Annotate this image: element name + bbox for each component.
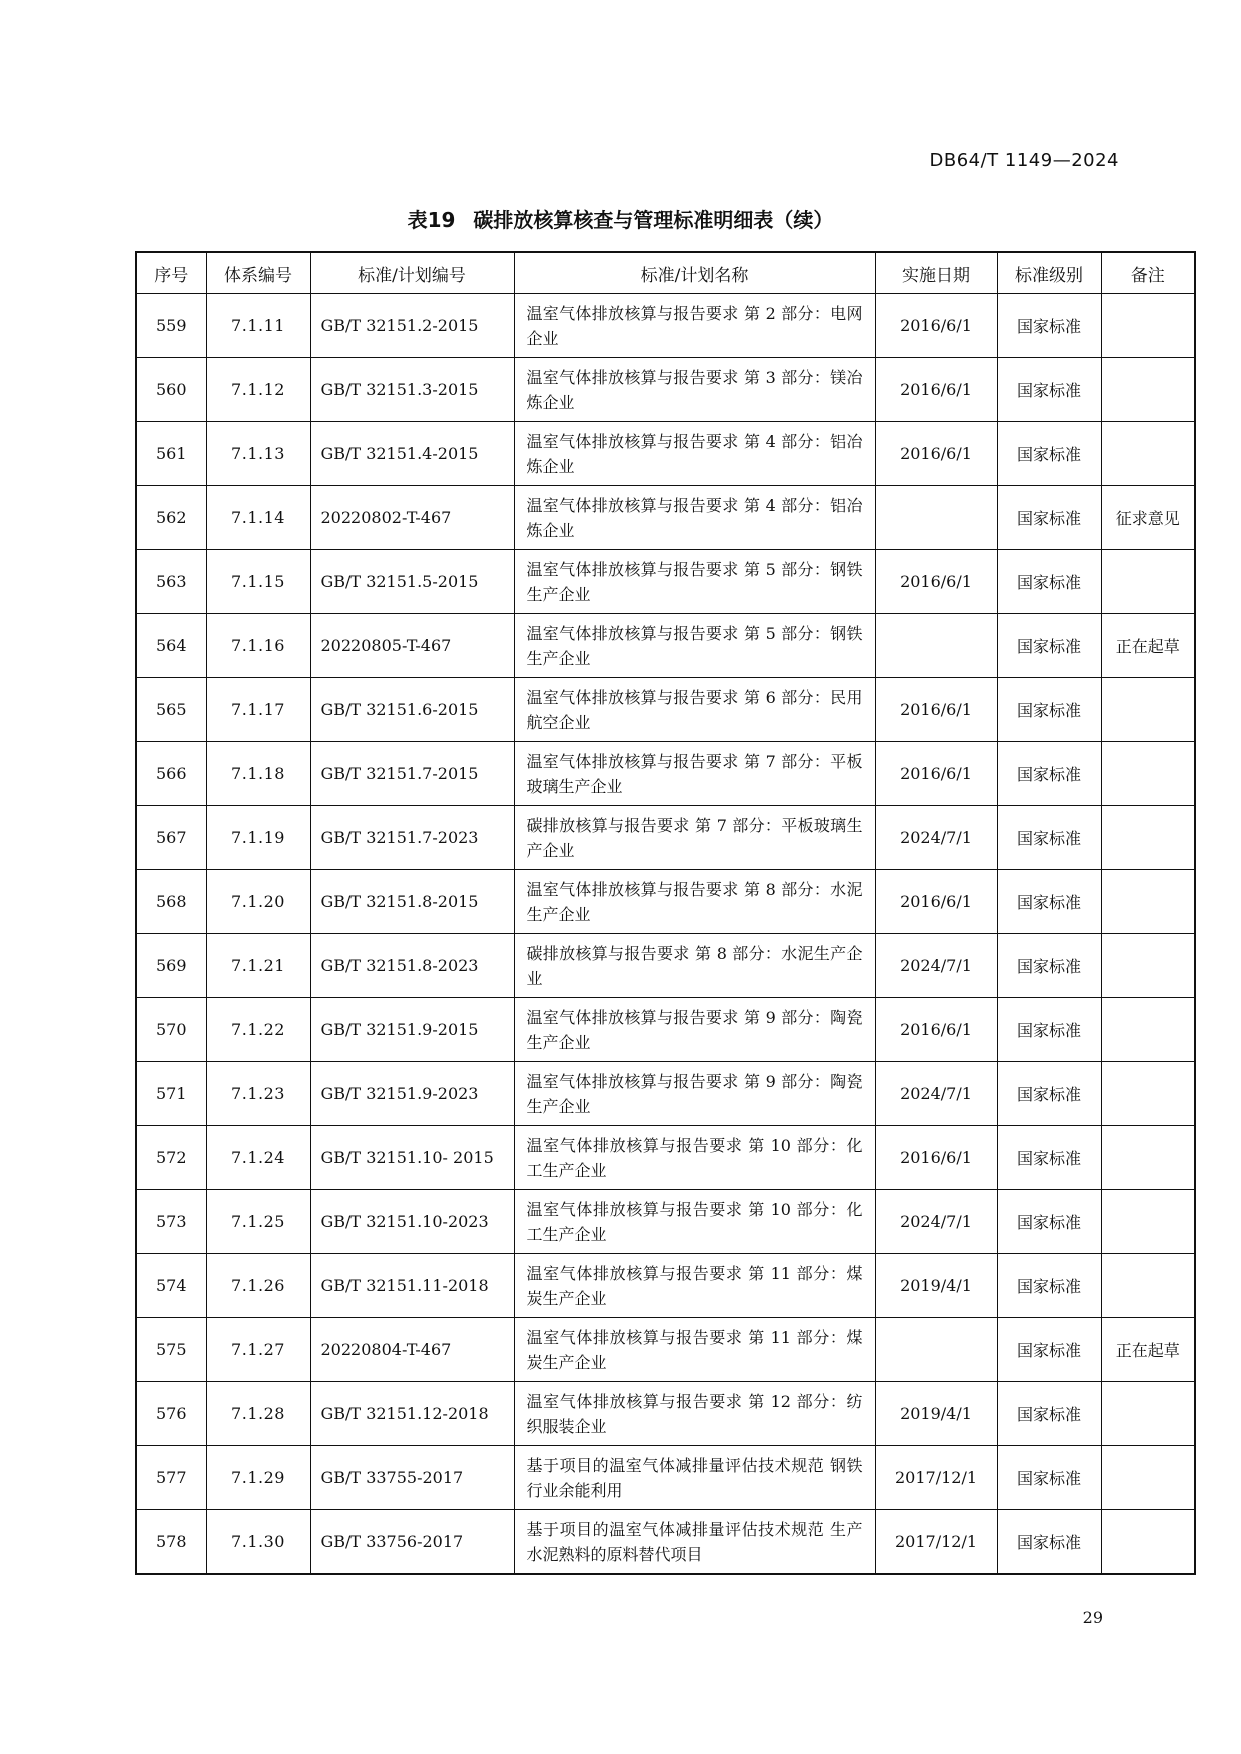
cell-system-no: 7.1.27 [206,1318,310,1382]
cell-standard-name: 温室气体排放核算与报告要求 第 12 部分：纺织服装企业 [514,1382,875,1446]
cell-standard-code: GB/T 32151.4-2015 [310,422,514,486]
cell-level: 国家标准 [997,678,1101,742]
cell-seq: 568 [136,870,206,934]
cell-seq: 574 [136,1254,206,1318]
cell-remark [1101,870,1195,934]
table-row [136,614,1195,678]
cell-remark [1101,1126,1195,1190]
table-row [136,1062,1195,1126]
cell-standard-name: 温室气体排放核算与报告要求 第 10 部分：化工生产企业 [514,1190,875,1254]
table-row [136,1254,1195,1318]
document-code: DB64/T 1149—2024 [929,150,1119,171]
cell-standard-name: 温室气体排放核算与报告要求 第 8 部分：水泥生产企业 [514,870,875,934]
cell-effective-date: 2016/6/1 [875,550,997,614]
cell-remark [1101,550,1195,614]
cell-system-no: 7.1.15 [206,550,310,614]
cell-seq: 578 [136,1510,206,1575]
cell-seq: 567 [136,806,206,870]
column-header-standard-name: 标准/计划名称 [514,252,875,294]
cell-system-no: 7.1.30 [206,1510,310,1575]
cell-remark [1101,806,1195,870]
cell-effective-date: 2024/7/1 [875,1062,997,1126]
cell-standard-code: 20220804-T-467 [310,1318,514,1382]
cell-system-no: 7.1.13 [206,422,310,486]
cell-effective-date: 2016/6/1 [875,358,997,422]
cell-effective-date: 2016/6/1 [875,1126,997,1190]
table-body [136,294,1195,1575]
table-row [136,806,1195,870]
cell-seq: 570 [136,998,206,1062]
cell-system-no: 7.1.18 [206,742,310,806]
cell-remark [1101,998,1195,1062]
cell-standard-code: GB/T 32151.8-2015 [310,870,514,934]
cell-seq: 571 [136,1062,206,1126]
cell-system-no: 7.1.14 [206,486,310,550]
table-row [136,550,1195,614]
cell-effective-date: 2016/6/1 [875,870,997,934]
cell-level: 国家标准 [997,1062,1101,1126]
cell-seq: 564 [136,614,206,678]
cell-seq: 573 [136,1190,206,1254]
cell-remark [1101,358,1195,422]
cell-seq: 572 [136,1126,206,1190]
cell-standard-code: GB/T 32151.10-2023 [310,1190,514,1254]
cell-effective-date: 2024/7/1 [875,806,997,870]
table-title [0,204,1241,233]
table-caption: 碳排放核算核查与管理标准明细表（续） [473,208,834,232]
cell-seq: 560 [136,358,206,422]
cell-standard-name: 碳排放核算与报告要求 第 7 部分：平板玻璃生产企业 [514,806,875,870]
column-header-system-no: 体系编号 [206,252,310,294]
cell-effective-date: 2024/7/1 [875,934,997,998]
cell-level: 国家标准 [997,806,1101,870]
cell-remark [1101,294,1195,358]
cell-seq: 569 [136,934,206,998]
table-row [136,486,1195,550]
standards-table [135,251,1196,1575]
cell-standard-code: GB/T 32151.3-2015 [310,358,514,422]
cell-standard-code: GB/T 32151.9-2023 [310,1062,514,1126]
table-row [136,1126,1195,1190]
cell-standard-code: GB/T 32151.11-2018 [310,1254,514,1318]
cell-effective-date: 2017/12/1 [875,1510,997,1575]
cell-system-no: 7.1.20 [206,870,310,934]
cell-standard-name: 温室气体排放核算与报告要求 第 4 部分：铝冶炼企业 [514,422,875,486]
cell-system-no: 7.1.23 [206,1062,310,1126]
cell-level: 国家标准 [997,422,1101,486]
cell-seq: 563 [136,550,206,614]
table-number: 表19 [407,208,456,232]
cell-level: 国家标准 [997,1446,1101,1510]
cell-level: 国家标准 [997,742,1101,806]
cell-effective-date: 2019/4/1 [875,1382,997,1446]
cell-system-no: 7.1.11 [206,294,310,358]
cell-standard-code: GB/T 32151.9-2015 [310,998,514,1062]
cell-effective-date [875,614,997,678]
cell-remark: 正在起草 [1101,614,1195,678]
cell-system-no: 7.1.17 [206,678,310,742]
cell-system-no: 7.1.28 [206,1382,310,1446]
table-row [136,294,1195,358]
cell-level: 国家标准 [997,294,1101,358]
cell-level: 国家标准 [997,614,1101,678]
cell-standard-code: GB/T 32151.2-2015 [310,294,514,358]
cell-seq: 561 [136,422,206,486]
cell-standard-code: GB/T 32151.5-2015 [310,550,514,614]
cell-level: 国家标准 [997,1254,1101,1318]
cell-standard-name: 温室气体排放核算与报告要求 第 3 部分：镁冶炼企业 [514,358,875,422]
cell-standard-name: 温室气体排放核算与报告要求 第 4 部分：铝冶炼企业 [514,486,875,550]
column-header-level: 标准级别 [997,252,1101,294]
cell-effective-date: 2016/6/1 [875,294,997,358]
cell-system-no: 7.1.21 [206,934,310,998]
cell-seq: 577 [136,1446,206,1510]
column-header-seq: 序号 [136,252,206,294]
column-header-effective-date: 实施日期 [875,252,997,294]
cell-system-no: 7.1.16 [206,614,310,678]
cell-remark [1101,678,1195,742]
cell-system-no: 7.1.19 [206,806,310,870]
cell-effective-date: 2016/6/1 [875,742,997,806]
column-header-standard-code: 标准/计划编号 [310,252,514,294]
cell-system-no: 7.1.12 [206,358,310,422]
cell-remark [1101,1254,1195,1318]
table-row [136,358,1195,422]
cell-level: 国家标准 [997,870,1101,934]
cell-standard-name: 基于项目的温室气体减排量评估技术规范 生产水泥熟料的原料替代项目 [514,1510,875,1575]
cell-seq: 559 [136,294,206,358]
cell-remark [1101,1190,1195,1254]
cell-effective-date: 2016/6/1 [875,998,997,1062]
table-row [136,1318,1195,1382]
table-header-row [136,252,1195,294]
table-row [136,742,1195,806]
cell-standard-code: GB/T 32151.12-2018 [310,1382,514,1446]
cell-standard-code: GB/T 32151.7-2015 [310,742,514,806]
cell-remark [1101,934,1195,998]
cell-effective-date [875,1318,997,1382]
cell-system-no: 7.1.22 [206,998,310,1062]
cell-effective-date: 2024/7/1 [875,1190,997,1254]
page-number: 29 [1082,1608,1103,1627]
table-row [136,678,1195,742]
cell-effective-date: 2019/4/1 [875,1254,997,1318]
cell-standard-name: 温室气体排放核算与报告要求 第 9 部分：陶瓷生产企业 [514,1062,875,1126]
cell-effective-date: 2017/12/1 [875,1446,997,1510]
cell-system-no: 7.1.24 [206,1126,310,1190]
cell-remark [1101,1510,1195,1575]
cell-level: 国家标准 [997,1190,1101,1254]
cell-standard-name: 碳排放核算与报告要求 第 8 部分：水泥生产企业 [514,934,875,998]
table-row [136,1382,1195,1446]
cell-standard-code: GB/T 32151.7-2023 [310,806,514,870]
cell-seq: 576 [136,1382,206,1446]
cell-standard-name: 温室气体排放核算与报告要求 第 9 部分：陶瓷生产企业 [514,998,875,1062]
cell-seq: 566 [136,742,206,806]
cell-standard-name: 基于项目的温室气体减排量评估技术规范 钢铁行业余能利用 [514,1446,875,1510]
cell-standard-code: GB/T 32151.10- 2015 [310,1126,514,1190]
cell-standard-name: 温室气体排放核算与报告要求 第 5 部分：钢铁生产企业 [514,550,875,614]
column-header-remark: 备注 [1101,252,1195,294]
cell-remark [1101,1062,1195,1126]
cell-seq: 565 [136,678,206,742]
cell-standard-code: GB/T 33756-2017 [310,1510,514,1575]
table-row [136,934,1195,998]
cell-level: 国家标准 [997,934,1101,998]
cell-system-no: 7.1.29 [206,1446,310,1510]
table-row [136,1190,1195,1254]
cell-standard-name: 温室气体排放核算与报告要求 第 6 部分：民用航空企业 [514,678,875,742]
cell-remark [1101,422,1195,486]
cell-level: 国家标准 [997,1126,1101,1190]
cell-standard-code: GB/T 32151.8-2023 [310,934,514,998]
table-row [136,870,1195,934]
table-row [136,1510,1195,1575]
cell-remark [1101,1446,1195,1510]
cell-standard-name: 温室气体排放核算与报告要求 第 10 部分：化工生产企业 [514,1126,875,1190]
cell-standard-code: 20220802-T-467 [310,486,514,550]
cell-standard-code: 20220805-T-467 [310,614,514,678]
table-row [136,422,1195,486]
cell-system-no: 7.1.25 [206,1190,310,1254]
cell-standard-name: 温室气体排放核算与报告要求 第 11 部分：煤炭生产企业 [514,1254,875,1318]
cell-level: 国家标准 [997,1318,1101,1382]
cell-standard-name: 温室气体排放核算与报告要求 第 7 部分：平板玻璃生产企业 [514,742,875,806]
cell-level: 国家标准 [997,486,1101,550]
cell-level: 国家标准 [997,550,1101,614]
cell-standard-code: GB/T 33755-2017 [310,1446,514,1510]
cell-standard-name: 温室气体排放核算与报告要求 第 2 部分：电网企业 [514,294,875,358]
cell-level: 国家标准 [997,998,1101,1062]
cell-system-no: 7.1.26 [206,1254,310,1318]
cell-standard-name: 温室气体排放核算与报告要求 第 11 部分：煤炭生产企业 [514,1318,875,1382]
cell-standard-code: GB/T 32151.6-2015 [310,678,514,742]
cell-remark: 正在起草 [1101,1318,1195,1382]
cell-effective-date: 2016/6/1 [875,422,997,486]
cell-level: 国家标准 [997,1382,1101,1446]
cell-seq: 562 [136,486,206,550]
cell-level: 国家标准 [997,1510,1101,1575]
cell-remark [1101,742,1195,806]
table-row [136,1446,1195,1510]
cell-remark: 征求意见 [1101,486,1195,550]
cell-remark [1101,1382,1195,1446]
table-row [136,998,1195,1062]
cell-effective-date [875,486,997,550]
cell-level: 国家标准 [997,358,1101,422]
cell-standard-name: 温室气体排放核算与报告要求 第 5 部分：钢铁生产企业 [514,614,875,678]
cell-seq: 575 [136,1318,206,1382]
cell-effective-date: 2016/6/1 [875,678,997,742]
